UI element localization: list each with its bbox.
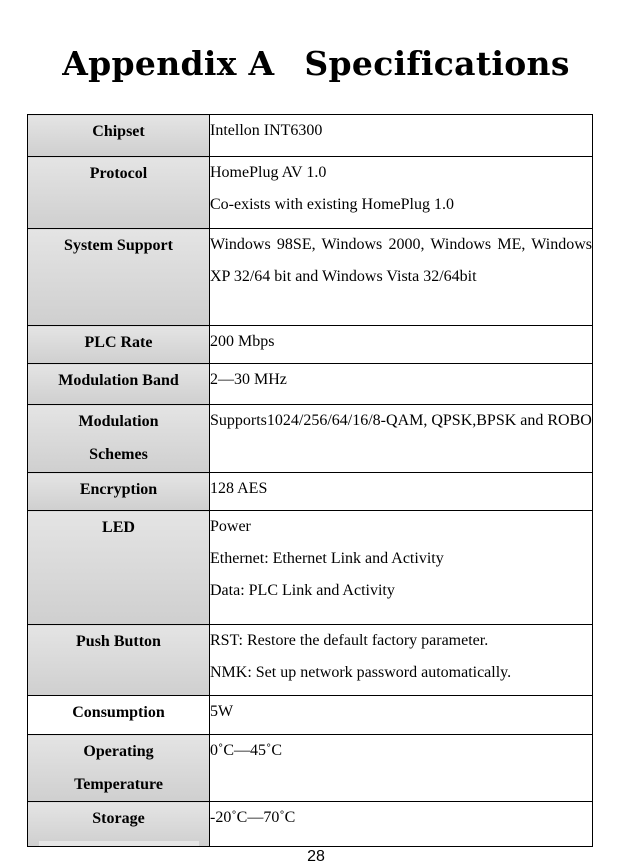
- value-line: Ethernet: Ethernet Link and Activity: [210, 550, 444, 567]
- value-line: 128 AES: [210, 480, 268, 497]
- storage-label: Storage: [92, 810, 145, 827]
- row-value: [210, 625, 593, 696]
- specifications-table: [27, 114, 593, 847]
- value-line: 200 Mbps: [210, 333, 275, 350]
- row-value: [210, 326, 593, 364]
- table-row: [28, 229, 593, 326]
- row-value: [210, 157, 593, 229]
- row-label: Protocol: [28, 157, 210, 229]
- row-value: [210, 802, 593, 847]
- table-row: [28, 511, 593, 625]
- row-value: [210, 511, 593, 625]
- row-label: Modulation Schemes: [28, 405, 210, 473]
- row-label: Modulation Band: [28, 364, 210, 405]
- value-line: Power: [210, 518, 251, 535]
- row-label: [28, 802, 210, 847]
- value-line: Supports1024/256/64/16/8-QAM, QPSK,BPSK and ROBO: [210, 412, 592, 429]
- value-line: RST: Restore the default factory parameter.: [210, 632, 489, 649]
- value-line: 5W: [210, 703, 234, 720]
- value-line: HomePlug AV 1.0: [210, 164, 327, 181]
- row-label: PLC Rate: [28, 326, 210, 364]
- row-label: Chipset: [28, 115, 210, 157]
- value-line: NMK: Set up network password automatically.: [210, 664, 512, 681]
- row-label: System Support: [28, 229, 210, 326]
- label-underbar: [39, 841, 199, 846]
- row-value: [210, 229, 593, 326]
- value-line: Co-exists with existing HomePlug 1.0: [210, 196, 454, 213]
- row-value: [210, 115, 593, 157]
- table-row: [28, 405, 593, 473]
- row-value: [210, 405, 593, 473]
- row-value: [210, 735, 593, 802]
- table-row: [28, 326, 593, 364]
- table-row: [28, 696, 593, 735]
- table-row: [28, 625, 593, 696]
- table-row: [28, 115, 593, 157]
- title-appendix: Appendix A: [62, 44, 275, 83]
- value-line: 2—30 MHz: [210, 371, 287, 388]
- value-line: Intellon INT6300: [210, 122, 323, 139]
- row-label: Push Button: [28, 625, 210, 696]
- row-label: Operating Temperature: [28, 735, 210, 802]
- table-row: [28, 735, 593, 802]
- table-row: [28, 473, 593, 511]
- table-row: [28, 364, 593, 405]
- page-number: 28: [307, 848, 325, 865]
- value-line: Windows 98SE, Windows 2000, Windows ME, Windows XP 32/64 bit and Windows Vista 32/64bit: [210, 236, 592, 285]
- value-line: Data: PLC Link and Activity: [210, 582, 395, 599]
- title-specifications: Specifications: [304, 44, 570, 83]
- row-value: [210, 696, 593, 735]
- value-line: -20˚C—70˚C: [210, 809, 296, 826]
- table-row: [28, 802, 593, 847]
- row-value: [210, 364, 593, 405]
- page-title: [0, 44, 632, 83]
- row-label: Encryption: [28, 473, 210, 511]
- row-label: Consumption: [28, 696, 210, 735]
- table-row: [28, 157, 593, 229]
- row-value: [210, 473, 593, 511]
- row-label: LED: [28, 511, 210, 625]
- value-line: 0˚C—45˚C: [210, 742, 282, 759]
